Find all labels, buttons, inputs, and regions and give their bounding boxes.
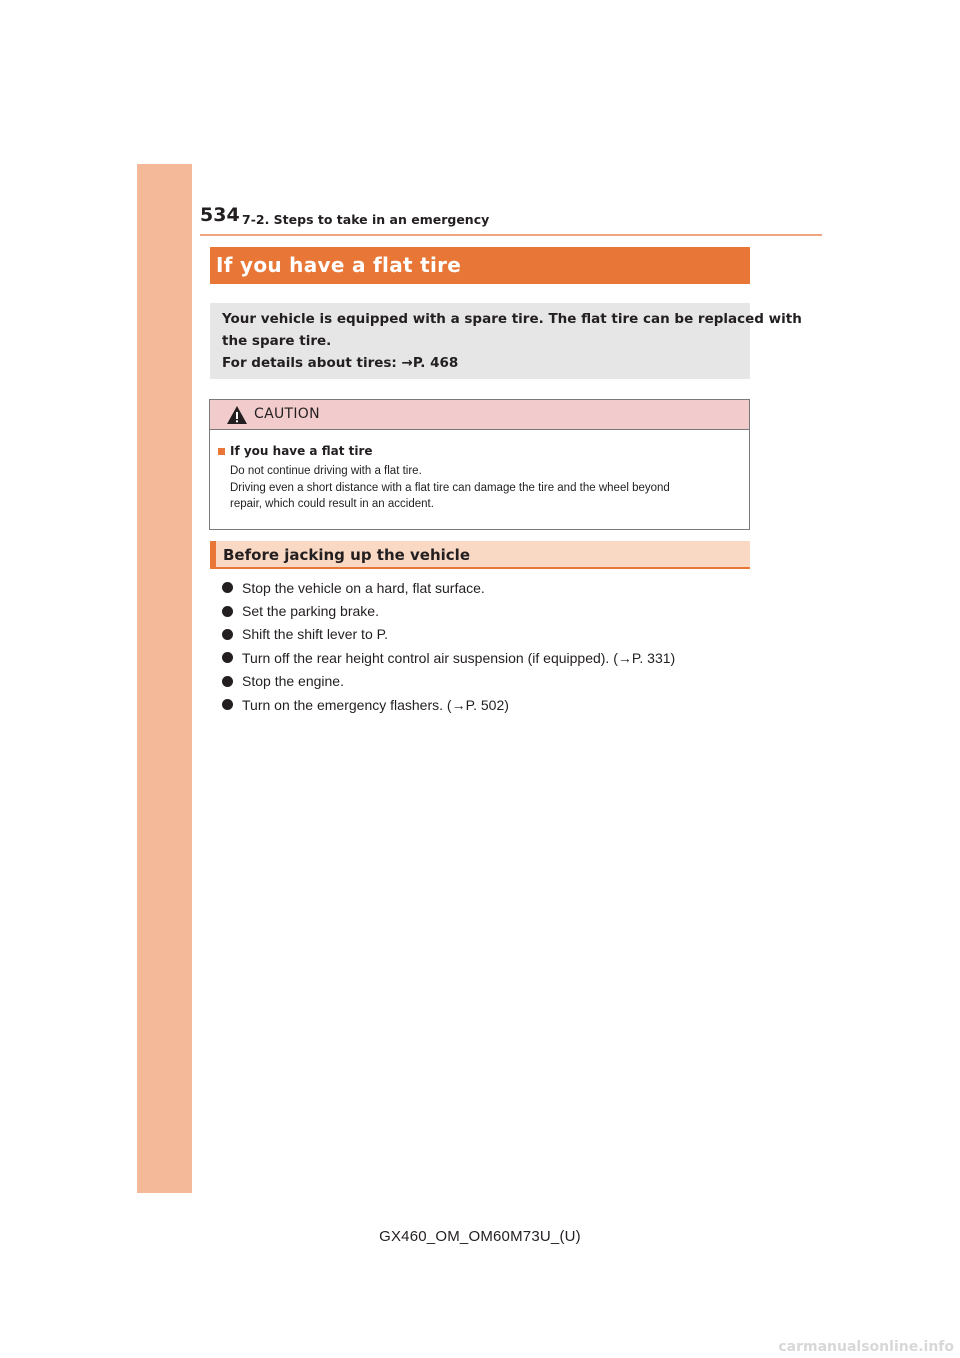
square-bullet-icon xyxy=(218,448,225,455)
step-text: Shift the shift lever to P. xyxy=(242,626,389,643)
bullet-icon xyxy=(222,699,233,710)
caution-heading-text: If you have a flat tire xyxy=(230,444,373,458)
step-text: Stop the vehicle on a hard, flat surface. xyxy=(242,579,485,596)
step-text[interactable]: Turn on the emergency flashers. (→P. 502) xyxy=(242,696,509,713)
caution-line: Do not continue driving with a flat tire. xyxy=(230,465,422,477)
warning-triangle-icon xyxy=(226,405,248,425)
list-item xyxy=(222,693,675,716)
steps-list xyxy=(222,576,675,716)
chapter-side-tab xyxy=(137,164,192,1193)
caution-box xyxy=(209,399,750,530)
page-header xyxy=(200,204,822,236)
caution-line: repair, which could result in an accident. xyxy=(230,498,434,510)
step-text: Stop the engine. xyxy=(242,673,344,690)
bullet-icon xyxy=(222,676,233,687)
subheading: Before jacking up the vehicle xyxy=(210,541,750,569)
bullet-icon xyxy=(222,582,233,593)
caution-header xyxy=(210,400,749,430)
bullet-icon xyxy=(222,652,233,663)
caution-body xyxy=(210,430,749,513)
page-title: If you have a flat tire xyxy=(210,247,750,284)
list-item xyxy=(222,670,675,693)
intro-line: the spare tire. xyxy=(222,333,332,349)
step-text: Set the parking brake. xyxy=(242,603,379,620)
watermark: carmanualsonline.info xyxy=(778,1339,954,1355)
document-code-footer: GX460_OM_OM60M73U_(U) xyxy=(379,1228,581,1245)
section-title: 7-2. Steps to take in an emergency xyxy=(242,212,490,227)
page-number: 534 xyxy=(200,204,240,226)
list-item xyxy=(222,599,675,622)
intro-reference-link[interactable]: For details about tires: →P. 468 xyxy=(222,355,459,371)
caution-label: CAUTION xyxy=(254,406,320,422)
bullet-icon xyxy=(222,629,233,640)
caution-heading xyxy=(218,444,741,458)
intro-box xyxy=(210,303,802,379)
list-item xyxy=(222,646,675,669)
caution-text xyxy=(230,463,741,513)
step-text[interactable]: Turn off the rear height control air suspension (if equipped). (→P. 331) xyxy=(242,649,676,666)
intro-line: Your vehicle is equipped with a spare tire. The flat tire can be replaced with xyxy=(222,311,802,327)
list-item xyxy=(222,576,675,599)
list-item xyxy=(222,623,675,646)
caution-line: Driving even a short distance with a flat tire can damage the tire and the wheel beyond xyxy=(230,481,670,494)
bullet-icon xyxy=(222,606,233,617)
